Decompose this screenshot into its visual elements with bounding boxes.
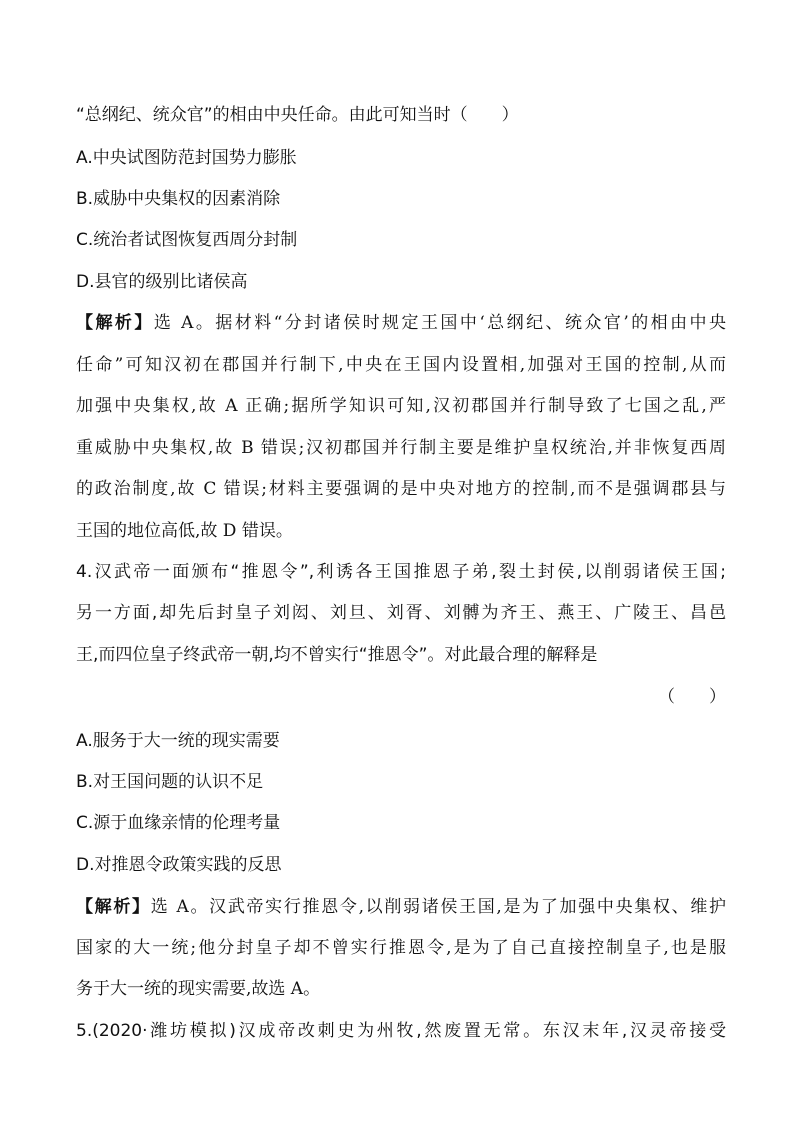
q3-analysis-line-5: 的政治制度,故 C 错误;材料主要强调的是中央对地方的控制,而不是强调郡县与 xyxy=(76,479,726,499)
q4-option-a: A.服务于大一统的现实需要 xyxy=(76,731,280,751)
q3-analysis-text-1: 选 A。据材料“分封诸侯时规定王国中‘总纲纪、统众官’的相由中央 xyxy=(153,313,726,333)
q3-option-c: C.统治者试图恢复西周分封制 xyxy=(76,230,298,250)
q3-analysis-line-3: 加强中央集权,故 A 正确;据所学知识可知,汉初郡国并行制导致了七国之乱,严 xyxy=(76,396,726,416)
q4-option-d: D.对推恩令政策实践的反思 xyxy=(76,855,282,875)
q3-analysis-label: 【解析】 xyxy=(76,313,154,333)
q4-analysis-text-1: 选 A。汉武帝实行推恩令,以削弱诸侯王国,是为了加强中央集权、维护 xyxy=(150,897,726,917)
q3-analysis-line-4: 重威胁中央集权,故 B 错误;汉初郡国并行制主要是维护皇权统治,并非恢复西周 xyxy=(76,438,726,458)
q4-option-c: C.源于血缘亲情的伦理考量 xyxy=(76,813,281,833)
q4-stem-line-3: 王,而四位皇子终武帝一朝,均不曾实行“推恩令”。对此最合理的解释是 xyxy=(76,645,598,665)
q4-stem-line-2: 另一方面,却先后封皇子刘闳、刘旦、刘胥、刘髆为齐王、燕王、广陵王、昌邑 xyxy=(76,603,726,623)
q4-stem-line-1: 4.汉武帝一面颁布“推恩令”,利诱各王国推恩子弟,裂土封侯,以削弱诸侯王国; xyxy=(76,562,726,582)
q4-analysis-line-2: 国家的大一统;他分封皇子却不曾实行推恩令,是为了自己直接控制皇子,也是服 xyxy=(76,938,726,958)
q5-stem-line-1: 5.(2020·潍坊模拟)汉成帝改刺史为州牧,然废置无常。东汉末年,汉灵帝接受 xyxy=(76,1021,726,1041)
q3-analysis-line-1 xyxy=(76,311,726,335)
q4-analysis-label: 【解析】 xyxy=(76,897,151,917)
q4-answer-blank: （ ） xyxy=(658,687,726,707)
q4-analysis-line-1 xyxy=(76,895,726,919)
q4-option-b: B.对王国问题的认识不足 xyxy=(76,772,264,792)
q4-analysis-line-3: 务于大一统的现实需要,故选 A。 xyxy=(76,979,321,999)
q3-analysis-line-6: 王国的地位高低,故 D 错误。 xyxy=(76,521,293,541)
q3-stem-end: “总纲纪、统众官”的相由中央任命。由此可知当时（ ） xyxy=(76,105,519,125)
q3-analysis-line-2: 任命”可知汉初在郡国并行制下,中央在王国内设置相,加强对王国的控制,从而 xyxy=(76,355,726,375)
q3-option-a: A.中央试图防范封国势力膨胀 xyxy=(76,148,297,168)
q3-option-b: B.威胁中央集权的因素消除 xyxy=(76,189,281,209)
q3-option-d: D.县官的级别比诸侯高 xyxy=(76,272,248,292)
